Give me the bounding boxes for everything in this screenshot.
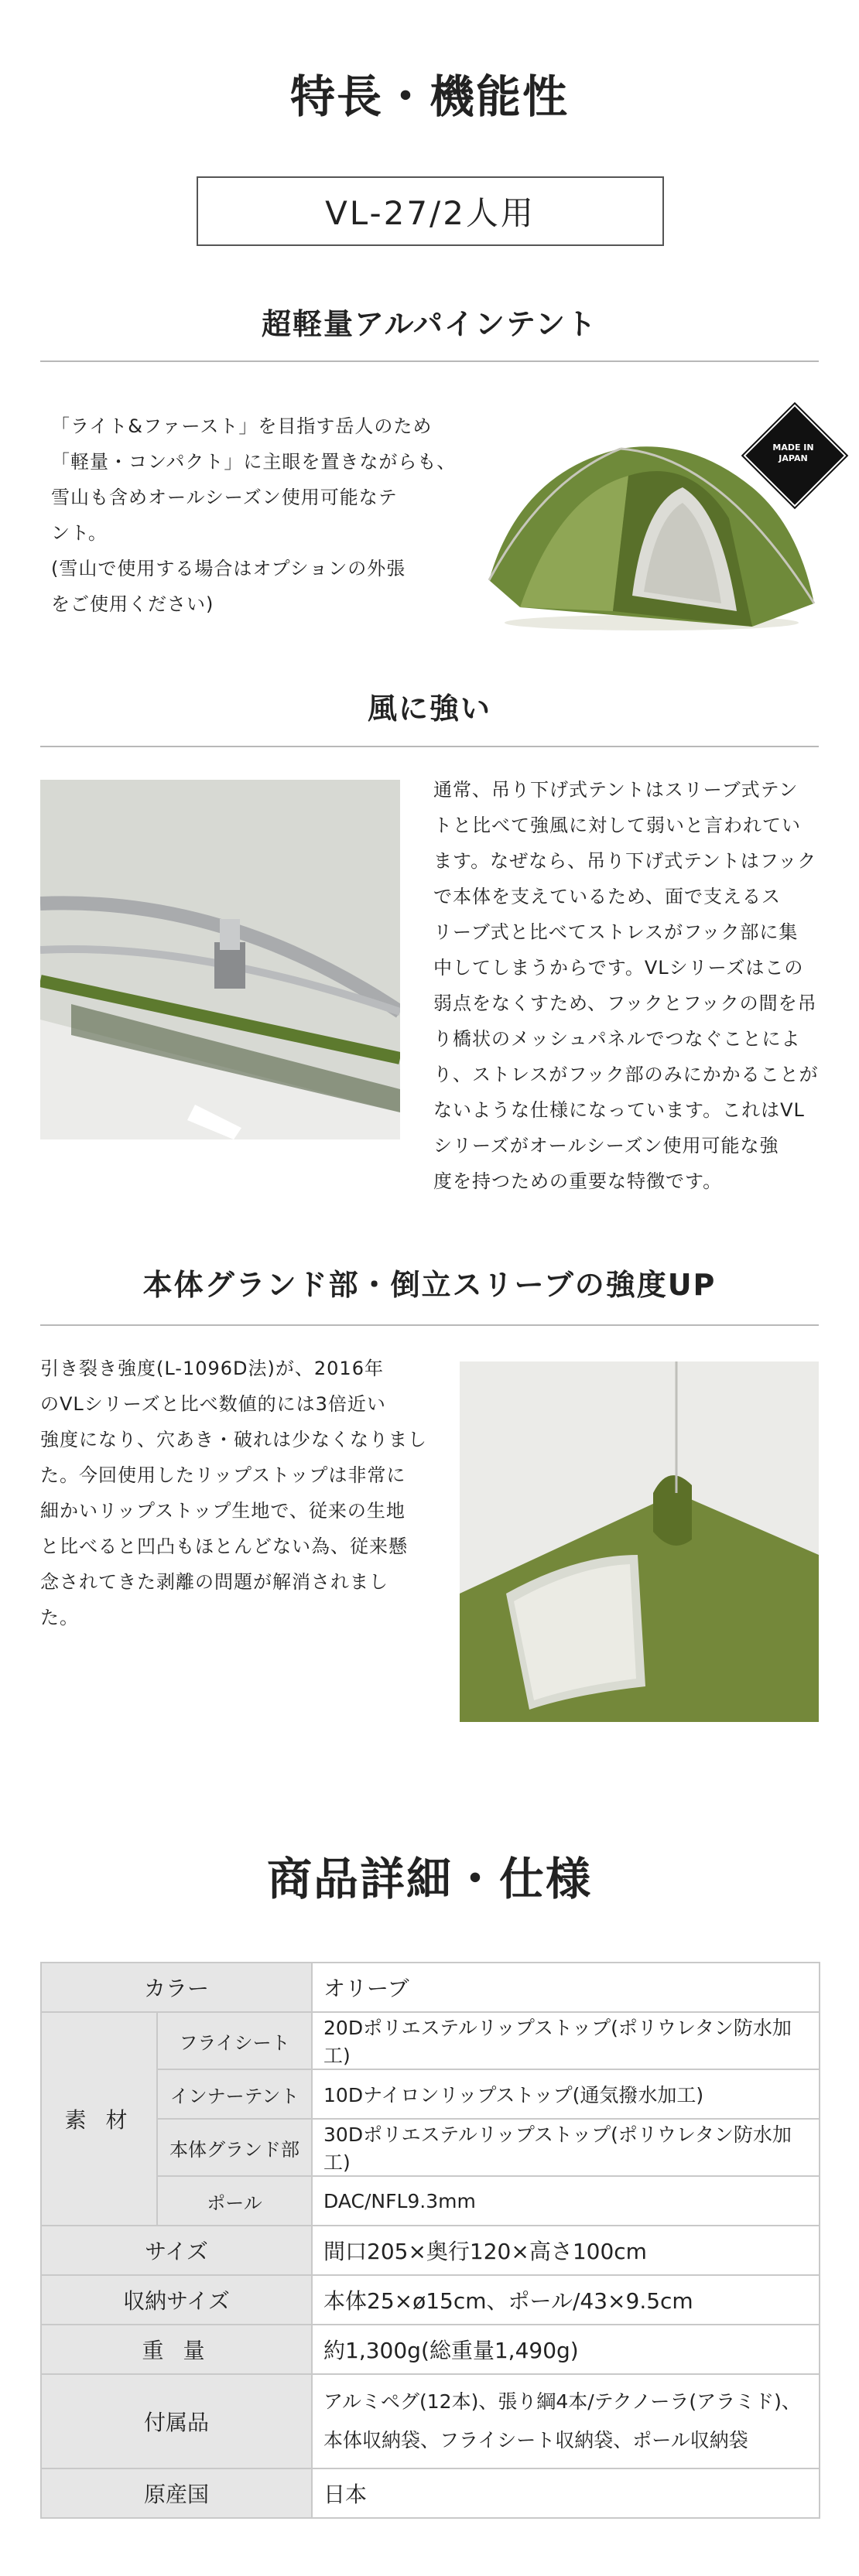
spec-sublabel: ポール — [157, 2176, 312, 2226]
ground-sleeve-illustration — [460, 1361, 819, 1722]
section-divider — [40, 1324, 819, 1326]
section-divider — [40, 746, 819, 747]
spec-value: 約1,300g(総重量1,490g) — [312, 2325, 820, 2374]
spec-row-material — [41, 2119, 820, 2176]
spec-value: 間口205×奥行120×高さ100cm — [312, 2226, 820, 2275]
spec-sublabel: インナーテント — [157, 2069, 312, 2119]
section-title-lightweight: 超軽量アルパインテント — [262, 307, 597, 341]
spec-label: 原産国 — [41, 2468, 312, 2518]
ground-sleeve-image — [460, 1361, 819, 1722]
spec-sublabel: 本体グランド部 — [157, 2119, 312, 2176]
spec-label: カラー — [41, 1963, 312, 2012]
spec-row-accessories — [41, 2374, 820, 2468]
hook-mesh-illustration — [40, 780, 400, 1139]
spec-row-storage-size — [41, 2275, 820, 2325]
page-title: 特長・機能性 — [289, 70, 569, 123]
tent-image — [474, 402, 822, 634]
spec-value: DAC/NFL9.3mm — [312, 2176, 820, 2226]
spec-label: サイズ — [41, 2226, 312, 2275]
spec-value: 本体25×ø15cm、ポール/43×9.5cm — [312, 2275, 820, 2325]
section-text-wind: 通常、吊り下げ式テントはスリーブ式テン トと比べて強風に対して弱いと言われてい ます。なぜなら、吊り下げ式テントはフック で本体を支えているため、面で支えるス リーブ式と比べてストレスがフック部に集 中してしまうからです。VLシリーズはこの 弱点をなくすため、フックとフックの間を吊 り橋状のメッシュパネルでつなぐことによ り、ストレスがフック部のみにかかることが ないような仕様になっています。これはVL シリーズがオールシーズン使用可能な強 度を持つための重要な特徴です。 — [433, 779, 819, 1192]
spec-row-material — [41, 2176, 820, 2226]
hook-mesh-image — [40, 780, 400, 1139]
section-divider — [40, 360, 819, 362]
spec-row-material — [41, 2012, 820, 2069]
spec-row-size — [41, 2226, 820, 2275]
spec-label: 付属品 — [41, 2374, 312, 2468]
spec-sublabel: フライシート — [157, 2012, 312, 2069]
spec-value: 20Dポリエステルリップストップ(ポリウレタン防水加工) — [312, 2012, 820, 2069]
spec-label: 重 量 — [41, 2325, 312, 2374]
spec-label: 収納サイズ — [41, 2275, 312, 2325]
spec-value: 日本 — [312, 2468, 820, 2518]
spec-row-origin — [41, 2468, 820, 2518]
section-title-strength: 本体グランド部・倒立スリーブの強度UP — [142, 1268, 717, 1302]
spec-row-weight — [41, 2325, 820, 2374]
spec-value: 30Dポリエステルリップストップ(ポリウレタン防水加工) — [312, 2119, 820, 2176]
model-name-box: VL-27/2人用 — [197, 176, 664, 246]
spec-label-material: 素 材 — [41, 2012, 157, 2226]
spec-value-accessories: アルミペグ(12本)、張り綱4本/テクノーラ(アラミド)、 本体収納袋、フライシート収納袋、ポール収納袋 — [312, 2374, 820, 2468]
badge-text: MADE IN JAPAN — [772, 442, 814, 463]
section-text-strength: 引き裂き強度(L-1096D法)が、2016年 のVLシリーズと比べ数値的には3倍近い 強度になり、穴あき・破れは少なくなりまし た。今回使用したリップストップは非常に 細かいリップストップ生地で、従来の生地 と比べると凹凸もほとんどない為、従来懸 念されてきた剥離の問題が解消されまし た。 — [40, 1358, 427, 1628]
spec-title: 商品詳細・仕様 — [266, 1853, 592, 1905]
spec-row-material — [41, 2069, 820, 2119]
section-text-lightweight: 「ライト&ファースト」を目指す岳人のため 「軽量・コンパクト」に主眼を置きながらも、 雪山も含めオールシーズン使用可能なテ ント。 (雪山で使用する場合はオプションの外張 をご使用ください) — [51, 415, 457, 615]
section-title-wind: 風に強い — [367, 692, 491, 726]
spec-value: 10Dナイロンリップストップ(通気撥水加工) — [312, 2069, 820, 2119]
spec-row-color — [41, 1963, 820, 2012]
spec-value: オリーブ — [312, 1963, 820, 2012]
spec-table — [40, 1962, 820, 2519]
